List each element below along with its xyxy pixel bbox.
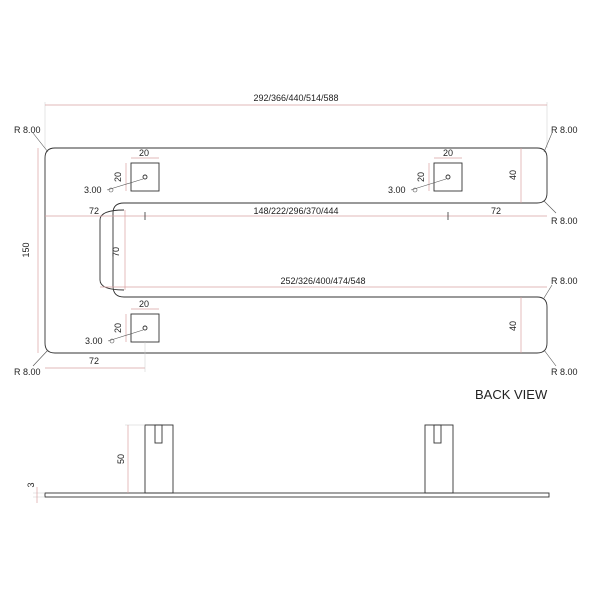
dim-bottom-arm: 252/326/400/474/548 [280, 276, 366, 286]
tab-top-left [131, 163, 159, 191]
radius-mid-right: R 8.00 [551, 276, 578, 286]
radius-top-left: R 8.00 [14, 125, 41, 135]
dim-height-150: 150 [21, 242, 31, 258]
view-label: BACK VIEW [475, 387, 548, 402]
hole-top-right [446, 175, 450, 179]
dim-side-thickness-3: 3 [26, 482, 36, 488]
dim-tab-top-right-w: 20 [442, 148, 454, 158]
side-tab-left [145, 425, 173, 493]
hole-top-left [143, 175, 147, 179]
dim-tab-top-right-h: 20 [416, 171, 426, 183]
dim-top-gap: 148/222/296/370/444 [253, 206, 339, 216]
dim-overall-width: 292/366/440/514/588 [253, 93, 339, 103]
dim-hole-top-right: 3.00 [388, 185, 406, 195]
radius-top-right: R 8.00 [551, 125, 578, 135]
radius-bottom-left: R 8.00 [14, 367, 41, 377]
hole-bottom-left [143, 326, 147, 330]
dim-hole-bottom: 3.00 [85, 336, 103, 346]
dim-inner-left-72: 72 [88, 206, 100, 216]
side-tab-right-slot [434, 425, 441, 443]
side-tab-right [425, 425, 453, 493]
tab-top-right [434, 163, 462, 191]
dim-height-70: 70 [111, 246, 121, 258]
side-base-plate [45, 493, 549, 497]
dim-inner-right-72: 72 [490, 206, 502, 216]
dim-hole-top-left: 3.00 [84, 185, 102, 195]
dim-arm-top-40: 40 [508, 169, 518, 181]
radius-inner-right: R 8.00 [551, 216, 578, 226]
radius-bottom-right: R 8.00 [551, 367, 578, 377]
side-tab-left-slot [155, 425, 162, 443]
dim-arm-bottom-40: 40 [508, 320, 518, 332]
tab-bottom-left [131, 314, 159, 342]
dim-tab-bottom-w: 20 [138, 299, 150, 309]
dim-tab-top-left-h: 20 [113, 171, 123, 183]
dim-side-height-50: 50 [116, 453, 126, 465]
dim-tab-top-left-w: 20 [138, 148, 150, 158]
dim-tab-bottom-h: 20 [113, 322, 123, 334]
dim-bottom-72: 72 [88, 356, 100, 366]
